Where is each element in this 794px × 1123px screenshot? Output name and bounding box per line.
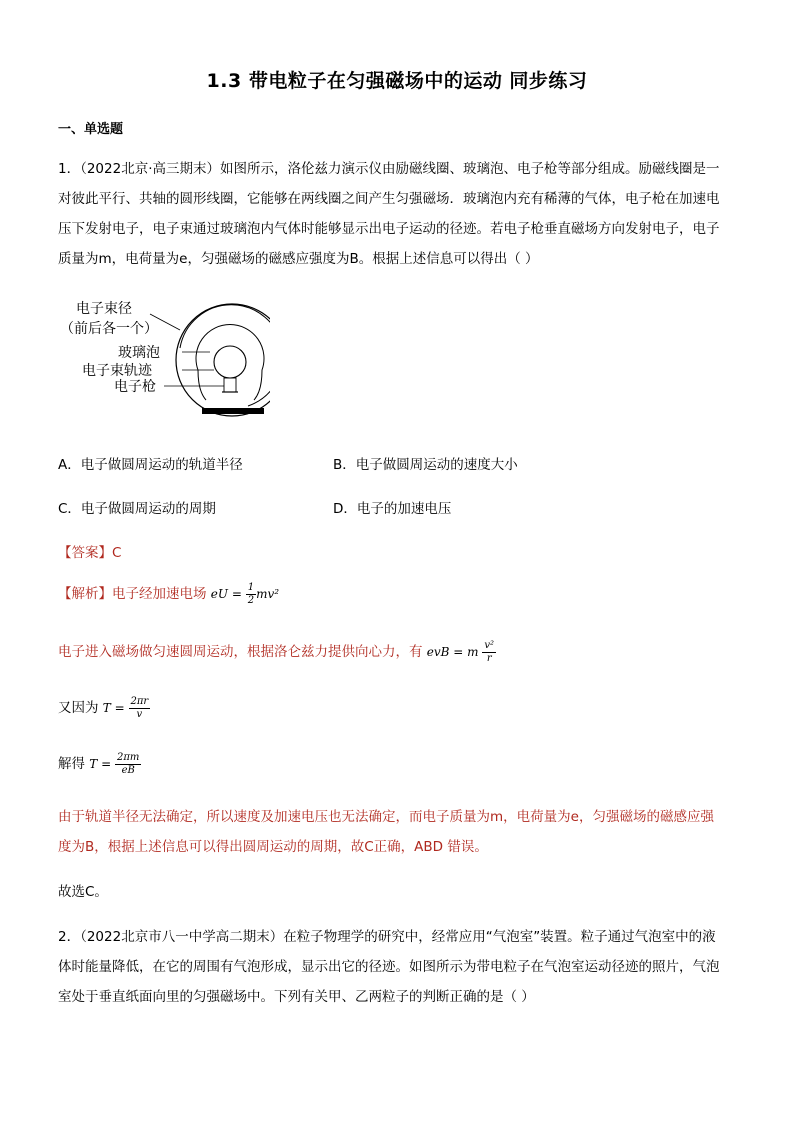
eq4-num: 2πm [117, 752, 140, 763]
q2-stem-line: 室处于垂直纸面向里的匀强磁场中。下列有关甲、乙两粒子的判断正确的是（ ） [58, 989, 535, 1005]
conclusion: 故选C。 [58, 884, 108, 900]
eq3-den: v [136, 709, 143, 720]
eq1-rhs: mv² [256, 587, 280, 601]
analysis-line-3 [58, 696, 150, 721]
q1-stem-line: 对彼此平行、共轴的圆形线圈，它能够在两线圈之间产生匀强磁场．玻璃泡内充有稀薄的气体，电子枪在加速电 [58, 191, 720, 207]
eq1-den: 2 [247, 595, 255, 606]
analysis-text-3: 又因为 [58, 700, 99, 716]
analysis-label: 【解析】 [58, 586, 112, 602]
eq1-lhs: eU = [210, 587, 242, 601]
analysis-line-4 [58, 752, 141, 777]
analysis-line-5 [58, 802, 740, 862]
answer-line [58, 541, 121, 561]
diagram-label-gun: 电子枪 [114, 379, 156, 395]
q2-stem-line: 2．（2022北京市八一中学高二期末）在粒子物理学的研究中，经常应用“气泡室”装置。粒子通过气泡室中的液 [58, 929, 716, 945]
question-2-stem [58, 922, 740, 1012]
diagram-label-note: （前后各一个） [60, 321, 158, 337]
option-b[interactable]: B．电子做圆周运动的速度大小 [333, 457, 518, 473]
eq2-fraction [482, 640, 496, 665]
q1-stem-line: 1．（2022北京·高三期末）如图所示，洛伦兹力演示仪由励磁线圈、玻璃泡、电子枪等部分组成。励磁线圈是一 [58, 161, 720, 177]
equation-energy [210, 582, 280, 606]
analysis-text-5a: 由于轨道半径无法确定，所以速度及加速电压也无法确定，而电子质量为m，电荷量为e，匀强磁场的磁感应强 [58, 809, 714, 825]
equation-period-m [89, 752, 141, 776]
option-d[interactable]: D．电子的加速电压 [333, 501, 452, 517]
analysis-text-5b: 度为B，根据上述信息可以得出圆周运动的周期，故C正确，ABD 错误。 [58, 839, 488, 855]
lorentz-apparatus-diagram [60, 296, 270, 422]
answer-label: 【答案】 [58, 545, 112, 561]
eq2-lhs: evB = m [426, 645, 479, 659]
analysis-line-2 [58, 640, 496, 665]
eq1-num: 1 [247, 582, 255, 593]
q1-stem-line: 质量为m，电荷量为e，匀强磁场的磁感应强度为B。根据上述信息可以得出（ ） [58, 251, 539, 267]
option-c[interactable]: C．电子做圆周运动的周期 [58, 501, 216, 517]
option-a[interactable]: A．电子做圆周运动的轨道半径 [58, 457, 243, 473]
eq1-fraction [246, 582, 256, 607]
analysis-text-2: 电子进入磁场做匀速圆周运动，根据洛仑兹力提供向心力，有 [58, 644, 423, 660]
diagram-label-beam: 电子束径 [76, 301, 132, 317]
answer-value: C [112, 545, 122, 561]
analysis-line-1 [58, 582, 279, 607]
question-1-stem [58, 154, 740, 274]
eq2-num: v² [484, 640, 495, 651]
equation-period-r [102, 696, 150, 720]
q2-stem-line: 体时能量降低，在它的周围有气泡形成，显示出它的径迹。如图所示为带电粒子在气泡室运动径迹的照片，气泡 [58, 959, 720, 975]
eq4-lhs: T = [89, 757, 112, 771]
q1-stem-line: 压下发射电子，电子束通过玻璃泡内气体时能够显示出电子运动的径迹。若电子枪垂直磁场方向发射电子，电子 [58, 221, 720, 237]
analysis-text-1: 电子经加速电场 [112, 586, 207, 602]
section-heading: 一、单选题 [58, 122, 124, 137]
eq2-den: r [486, 653, 492, 664]
diagram-label-track: 电子束轨迹 [82, 363, 152, 379]
eq4-den: eB [121, 765, 135, 776]
page-title: 1.3 带电粒子在匀强磁场中的运动 同步练习 [206, 70, 588, 92]
equation-lorentz [426, 640, 496, 664]
analysis-text-4: 解得 [58, 756, 85, 772]
eq3-fraction [129, 696, 151, 721]
eq3-lhs: T = [102, 701, 125, 715]
eq4-fraction [115, 752, 141, 777]
diagram-label-bulb: 玻璃泡 [118, 345, 160, 361]
eq3-num: 2πr [130, 696, 149, 707]
